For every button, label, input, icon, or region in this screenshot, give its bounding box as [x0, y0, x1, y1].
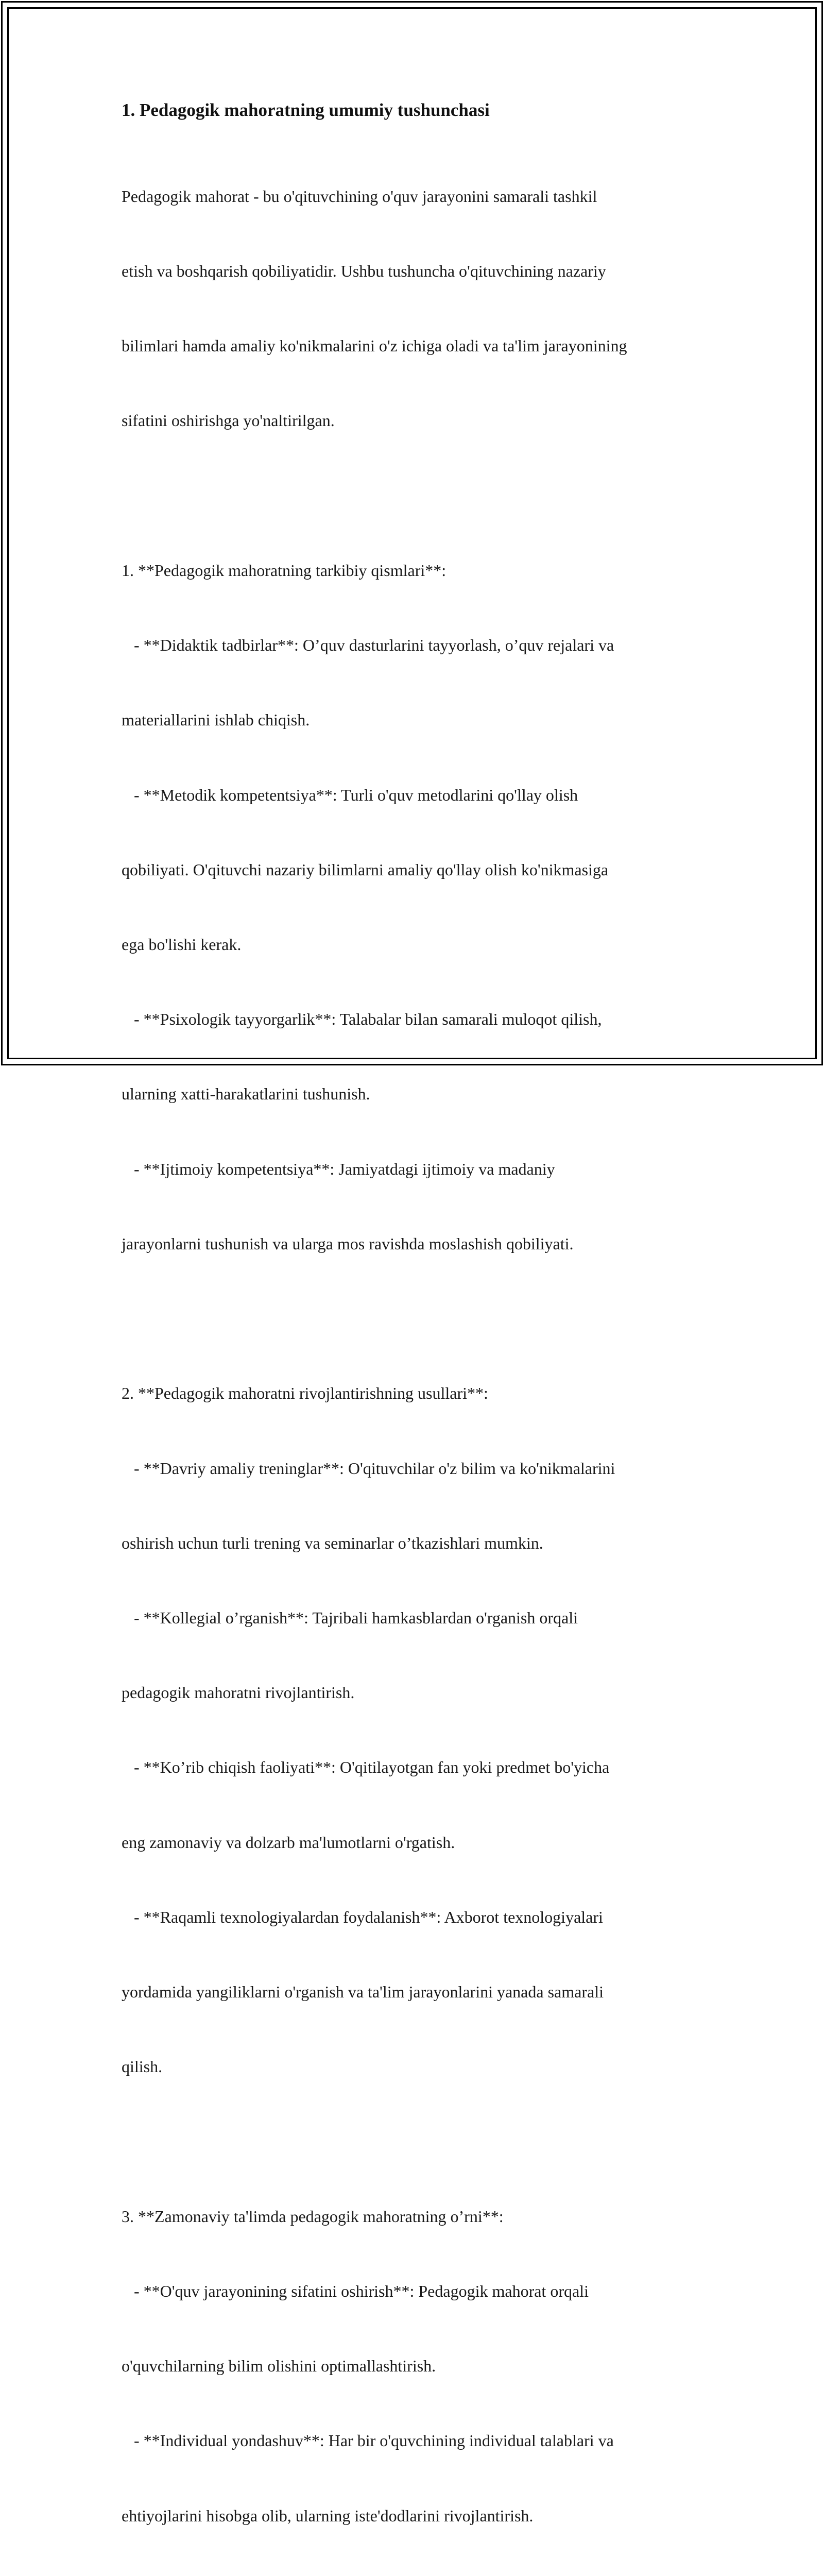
section-2-line: - **Davriy amaliy treninglar**: O'qituvchilar o'z bilim va ko'nikmalarini — [122, 1459, 615, 1478]
section-2-line: - **Kollegial o’rganish**: Tajribali hamkasblardan o'rganish orqali — [122, 1608, 578, 1627]
section-2-line: eng zamonaviy va dolzarb ma'lumotlarni o'rgatish. — [122, 1833, 455, 1852]
section-1-line: materiallarini ishlab chiqish. — [122, 710, 310, 730]
paragraph-gap — [122, 2129, 709, 2154]
intro-paragraph — [122, 134, 709, 483]
section-1-line: ularning xatti-harakatlarini tushunish. — [122, 1084, 370, 1104]
section-1-heading: 1. **Pedagogik mahoratning tarkibiy qismlari**: — [122, 561, 447, 580]
section-3-line: ehtiyojlarini hisobga olib, ularning iste'dodlarini rivojlantirish. — [122, 2506, 534, 2525]
section-1-line: jarayonlarni tushunish va ularga mos ravishda moslashish qobiliyati. — [122, 1234, 574, 1253]
section-2-line: yordamida yangiliklarni o'rganish va ta'lim jarayonlarini yanada samarali — [122, 1982, 604, 2002]
document-body — [122, 98, 709, 2576]
section-2-line: - **Raqamli texnologiyalardan foydalanish**: Axborot texnologiyalari — [122, 1907, 603, 1926]
section-3-line: o'quvchilarning bilim olishini optimallashtirish. — [122, 2357, 436, 2376]
intro-line: bilimlari hamda amaliy ko'nikmalarini o'z ichiga oladi va ta'lim jarayonining — [122, 336, 627, 355]
section-3-line: - **Individual yondashuv**: Har bir o'quvchining individual talablari va — [122, 2431, 614, 2450]
document-title: 1. Pedagogik mahoratning umumiy tushunchasi — [122, 100, 490, 120]
section-3 — [122, 2154, 709, 2576]
section-3-heading: 3. **Zamonaviy ta'limda pedagogik mahoratning o’rni**: — [122, 2207, 504, 2226]
section-2-line: oshirish uchun turli trening va seminarlar o’tkazishlari mumkin. — [122, 1533, 543, 1552]
section-1 — [122, 508, 709, 1306]
section-2 — [122, 1331, 709, 2129]
section-1-line: qobiliyati. O'qituvchi nazariy bilimlarni amaliy qo'llay olish ko'nikmasiga — [122, 860, 609, 879]
section-2-line: - **Ko’rib chiqish faoliyati**: O'qitilayotgan fan yoki predmet bo'yicha — [122, 1758, 610, 1777]
paragraph-gap — [122, 483, 709, 508]
section-1-line: ega bo'lishi kerak. — [122, 935, 242, 954]
section-2-heading: 2. **Pedagogik mahoratni rivojlantirishning usullari**: — [122, 1384, 488, 1403]
section-3-line: - **O'quv jarayonining sifatini oshirish**: Pedagogik mahorat orqali — [122, 2281, 589, 2300]
section-1-line: - **Metodik kompetentsiya**: Turli o'quv metodlarini qo'llay olish — [122, 785, 578, 804]
section-2-line: qilish. — [122, 2057, 163, 2076]
section-1-line: - **Psixologik tayyorgarlik**: Talabalar bilan samarali muloqot qilish, — [122, 1010, 602, 1029]
intro-line: etish va boshqarish qobiliyatidir. Ushbu tushuncha o'qituvchining nazariy — [122, 262, 606, 281]
section-2-line: pedagogik mahoratni rivojlantirish. — [122, 1683, 355, 1702]
paragraph-gap — [122, 1306, 709, 1331]
intro-line: sifatini oshirishga yo'naltirilgan. — [122, 411, 335, 430]
section-1-line: - **Ijtimoiy kompetentsiya**: Jamiyatdagi ijtimoiy va madaniy — [122, 1159, 555, 1178]
intro-line: Pedagogik mahorat - bu o'qituvchining o'quv jarayonini samarali tashkil — [122, 187, 597, 206]
section-1-line: - **Didaktik tadbirlar**: O’quv dasturlarini tayyorlash, o’quv rejalari va — [122, 636, 614, 655]
